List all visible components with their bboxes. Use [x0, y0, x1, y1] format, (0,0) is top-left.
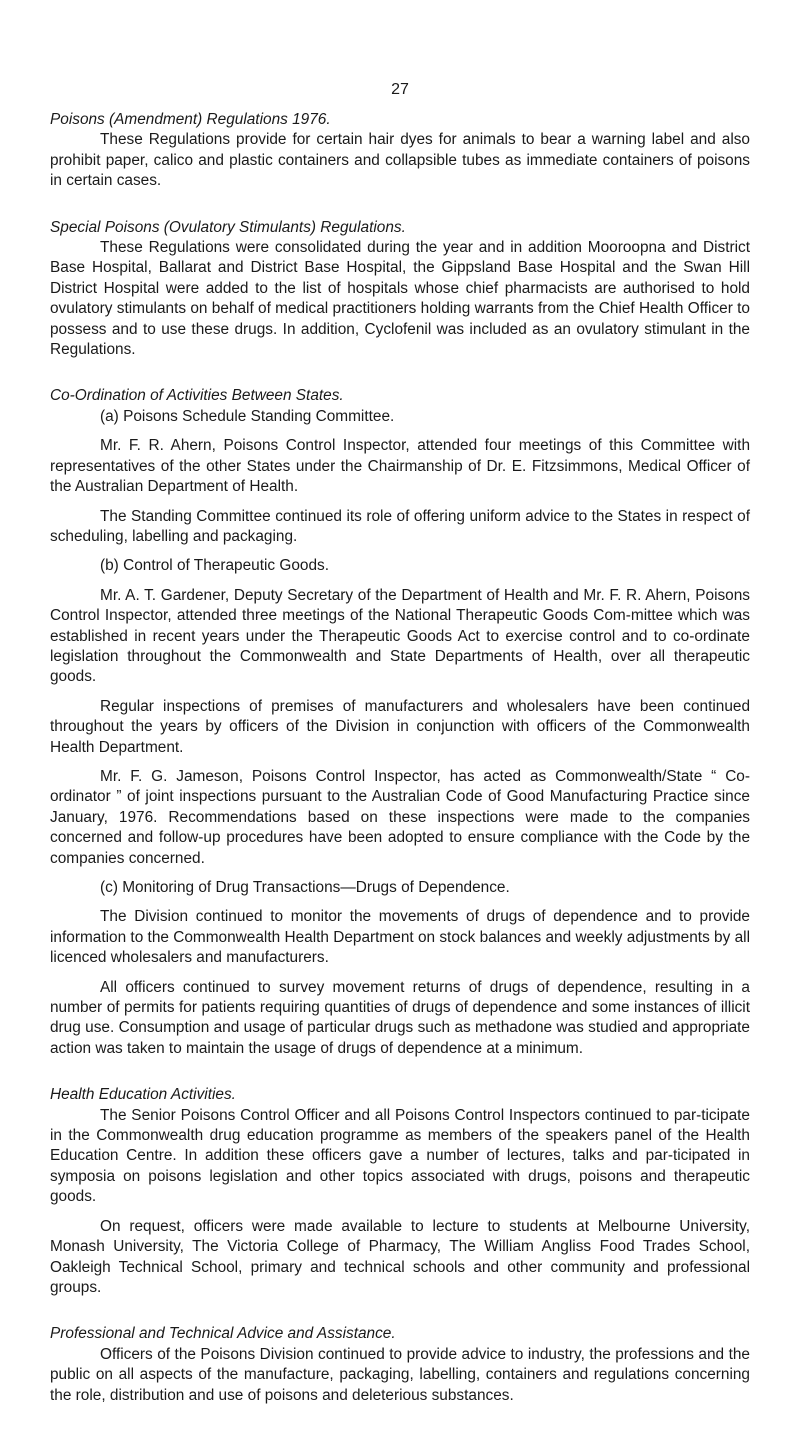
- document-body: [50, 110, 750, 1432]
- paragraph: These Regulations were consolidated during the year and in addition Mooroopna and District Base Hospital, Ballarat and District Base Hospital, the Gippsland Base Hospital and the Swan Hill District Hospital were added to the list of hospitals whose chief pharmacists are authorised to hold ovulatory stimulants on behalf of medical practitioners holding warrants from the Chief Health Officer to possess and to use these drugs. In addition, Cyclofenil was included as an ovulatory stimulant in the Regulations.: [50, 239, 750, 359]
- section-heading: Poisons (Amendment) Regulations 1976.: [50, 111, 331, 128]
- section-health-education: [50, 1085, 750, 1298]
- section-heading: Health Education Activities.: [50, 1086, 236, 1104]
- paragraph: Regular inspections of premises of manufacturers and wholesalers have been continued throughout the years by officers of the Division in conjunction with officers of the Commonwealth Health Department.: [50, 697, 750, 756]
- paragraph: These Regulations provide for certain hair dyes for animals to bear a warning label and also prohibit paper, calico and plastic containers and collapsible tubes as immediate containers of poisons in certain cases.: [50, 131, 750, 190]
- section-special-poisons: [50, 218, 750, 361]
- section-heading: Professional and Technical Advice and Assistance.: [50, 1325, 396, 1343]
- section-heading: Special Poisons (Ovulatory Stimulants) Regulations.: [50, 218, 406, 236]
- section-co-ordination: [50, 386, 750, 1059]
- paragraph: Officers of the Poisons Division continued to provide advice to industry, the professions and the public on all aspects of the manufacture, packaging, labelling, containers and regulations concerning the role, distribution and use of poisons and deleterious substances.: [50, 1345, 750, 1404]
- paragraph: The Standing Committee continued its role of offering uniform advice to the States in respect of scheduling, labelling and packaging.: [50, 507, 750, 545]
- subsection-heading: (a) Poisons Schedule Standing Committee.: [100, 407, 395, 425]
- paragraph: Mr. F. R. Ahern, Poisons Control Inspector, attended four meetings of this Committee with representatives of the other States under the Chairmanship of Dr. E. Fitzsimmons, Medical Officer of the Australian Department of Health.: [50, 437, 750, 496]
- paragraph: Mr. A. T. Gardener, Deputy Secretary of the Department of Health and Mr. F. R. Ahern, Poisons Control Inspector, attended three meetings of the National Therapeutic Goods Com-mittee which was established in recent years under the Therapeutic Goods Act to exercise control and to co-ordinate legislation throughout the Commonwealth and State Departments of Health, over all therapeutic goods.: [50, 586, 750, 686]
- paragraph: The Division continued to monitor the movements of drugs of dependence and to provide information to the Commonwealth Health Department on stock balances and weekly adjustments by all licenced wholesalers and manufacturers.: [50, 908, 750, 967]
- subsection-heading: (c) Monitoring of Drug Transactions—Drugs of Dependence.: [100, 879, 510, 896]
- paragraph: The Senior Poisons Control Officer and all Poisons Control Inspectors continued to par-ticipate in the Commonwealth drug education programme as members of the speakers panel of the Health Education Centre. In addition these officers gave a number of lectures, talks and par-ticipated in symposia on poisons legislation and other topics associated with drugs, poisons and therapeutic goods.: [50, 1106, 750, 1206]
- subsection-heading: (b) Control of Therapeutic Goods.: [100, 557, 329, 575]
- section-poisons-amendment: [50, 110, 750, 192]
- page-number: 27: [391, 81, 409, 98]
- paragraph: All officers continued to survey movement returns of drugs of dependence, resulting in a number of permits for patients requiring quantities of drugs of dependence and some instances of illicit drug use. Consumption and usage of particular drugs such as methadone was studied and appropriate action was taken to maintain the usage of drugs of dependence at a minimum.: [50, 978, 750, 1057]
- section-heading: Co-Ordination of Activities Between States.: [50, 387, 344, 405]
- paragraph: On request, officers were made available to lecture to students at Melbourne University, Monash University, The Victoria College of Pharmacy, The William Angliss Food Trades School, Oakleigh Technical School, primary and technical schools and other community and professional groups.: [50, 1217, 750, 1296]
- paragraph: Mr. F. G. Jameson, Poisons Control Inspector, has acted as Commonwealth/State “ Co-ordinator ” of joint inspections pursuant to the Australian Code of Good Manufacturing Practice since January, 1976. Recommendations based on these inspections were made to the companies concerned and follow-up procedures have been adopted to ensure compliance with the Code by the companies concerned.: [50, 767, 750, 867]
- section-professional-advice: [50, 1324, 750, 1406]
